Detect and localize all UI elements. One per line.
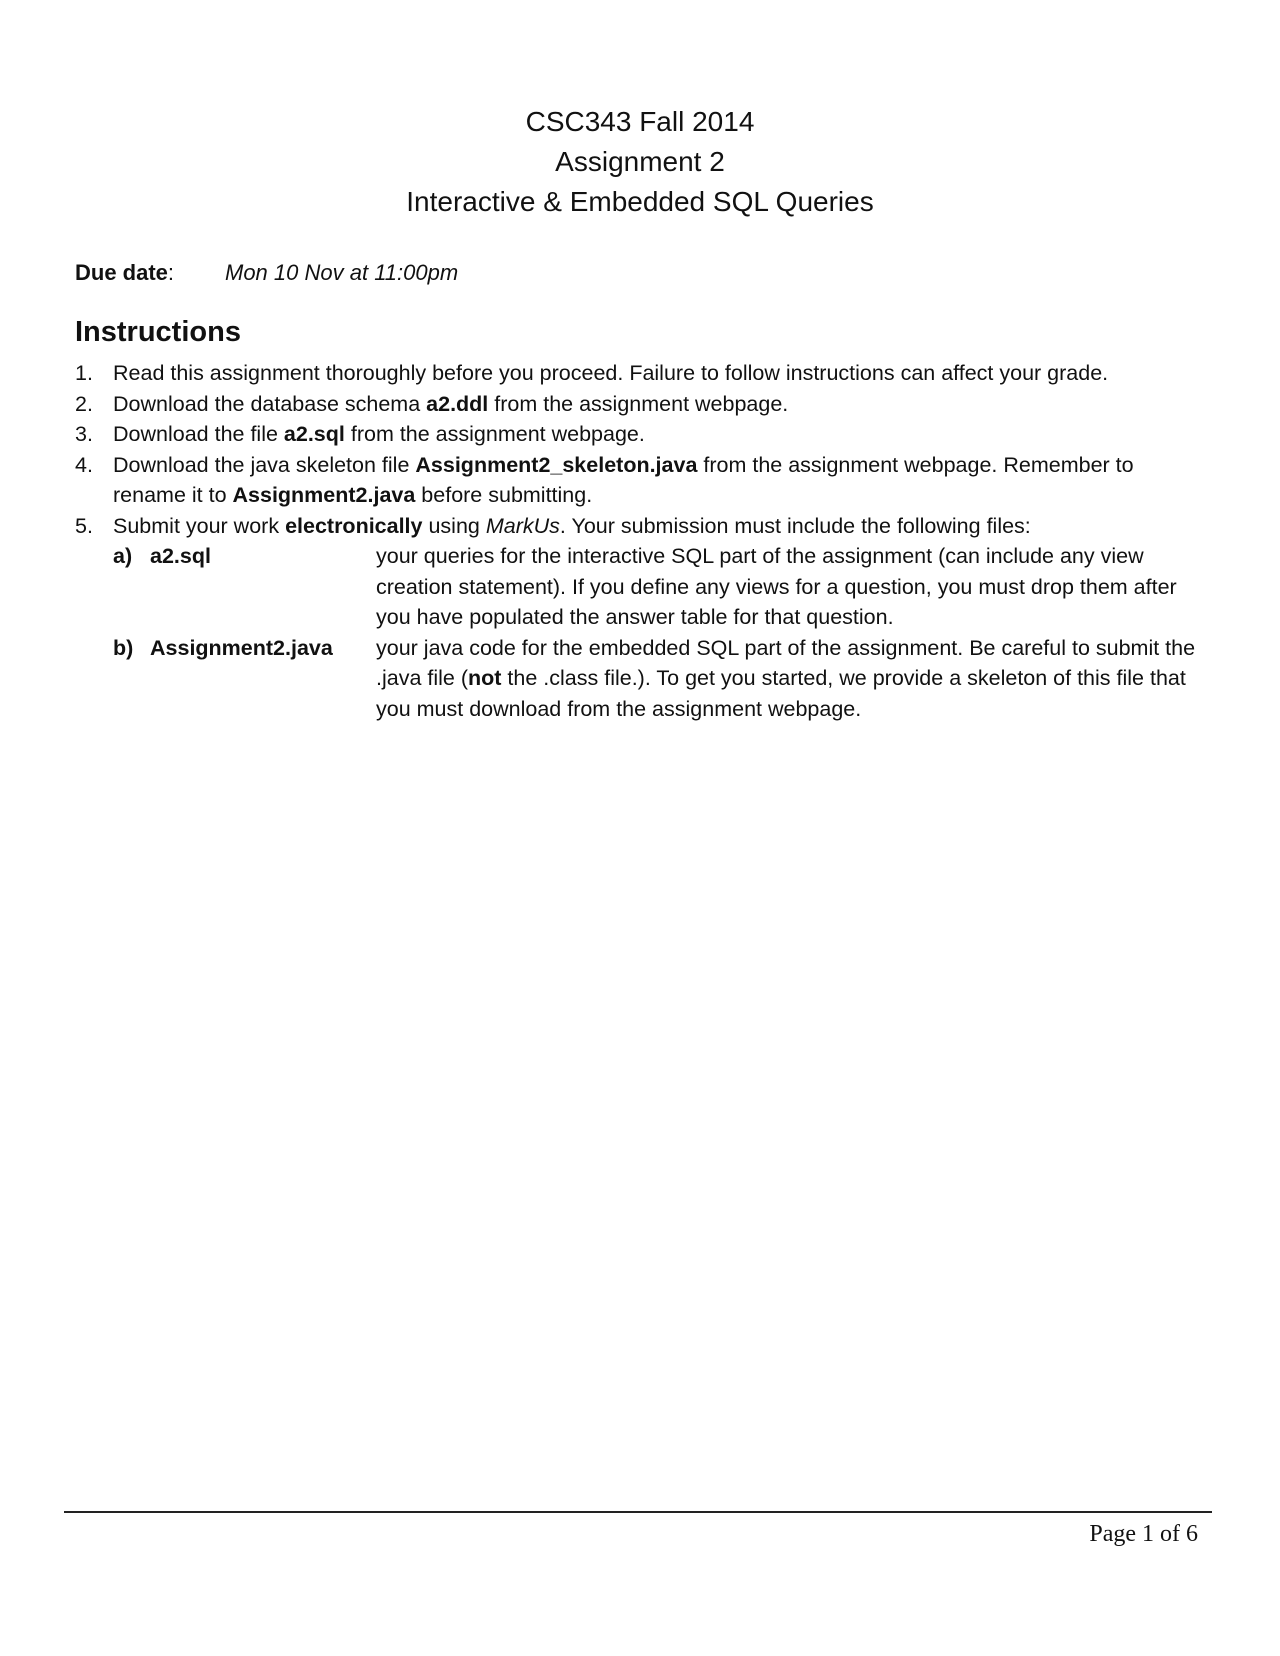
item-number: 3. bbox=[75, 422, 93, 446]
due-date-colon: : bbox=[167, 260, 175, 285]
skeleton-filename: Assignment2_skeleton.java bbox=[415, 452, 698, 477]
submission-file-b bbox=[113, 633, 1210, 725]
item-number: 2. bbox=[75, 391, 93, 416]
instruction-item-4 bbox=[75, 450, 1210, 511]
item-text-post: before submitting. bbox=[415, 483, 593, 507]
due-date-label: Due date bbox=[75, 260, 168, 285]
submission-file-label bbox=[113, 633, 333, 664]
instructions-heading: Instructions bbox=[75, 316, 241, 348]
sub-letter: b) bbox=[113, 635, 134, 660]
submission-description-post: the .class file.). To get you started, we provide a skeleton of this file that you must download from the assignment webpage. bbox=[376, 666, 1186, 721]
item-number: 1. bbox=[75, 361, 93, 385]
due-date-value: Mon 10 Nov at 11:00pm bbox=[225, 260, 459, 285]
java-filename: Assignment2.java bbox=[232, 483, 416, 507]
page-number: Page 1 of 6 bbox=[1089, 1521, 1198, 1547]
item-text: Read this assignment thoroughly before you proceed. Failure to follow instructions can affect your grade. bbox=[113, 361, 1109, 385]
document-title bbox=[0, 102, 1280, 222]
due-date-row bbox=[75, 258, 459, 288]
assignment-subtitle: Interactive & Embedded SQL Queries bbox=[406, 186, 874, 217]
item-text-pre: Download the file bbox=[113, 422, 284, 446]
instructions-list bbox=[75, 358, 1210, 724]
submission-filename: Assignment2.java bbox=[150, 635, 333, 660]
item-text-pre: Download the database schema bbox=[113, 391, 427, 416]
item-text-pre: Download the java skeleton file bbox=[113, 452, 416, 477]
item-text-post: . Your submission must include the following files: bbox=[559, 513, 1031, 538]
item-text-mid: from the assignment webpage. Remember to rename it to bbox=[113, 452, 1134, 507]
course-title: CSC343 Fall 2014 bbox=[525, 106, 755, 137]
item-text-post: from the assignment webpage. bbox=[488, 391, 789, 416]
sub-letter: a) bbox=[113, 544, 133, 568]
item-text-post: from the assignment webpage. bbox=[344, 422, 645, 446]
submission-file-label bbox=[113, 541, 211, 572]
submission-description-pre: your java code for the embedded SQL part of the assignment. Be careful to submit the .java file ( bbox=[376, 635, 1196, 690]
footer-rule bbox=[64, 1511, 1212, 1513]
ddl-filename: a2.ddl bbox=[426, 391, 489, 416]
instruction-item-1 bbox=[75, 358, 1210, 389]
item-number: 4. bbox=[75, 452, 93, 477]
electronically-emphasis: electronically bbox=[285, 513, 423, 538]
submission-file-a bbox=[113, 541, 1210, 633]
submission-filename: a2.sql bbox=[150, 544, 211, 568]
item-number: 5. bbox=[75, 513, 93, 538]
submission-description: your queries for the interactive SQL part of the assignment (can include any view creation statement). If you define any views for a question, you must drop them after you have populated the answer table for that question. bbox=[376, 544, 1177, 629]
item-text-mid: using bbox=[422, 513, 486, 538]
instruction-item-2 bbox=[75, 389, 1210, 420]
not-emphasis: not bbox=[468, 666, 502, 690]
instruction-item-3 bbox=[75, 419, 1210, 450]
instruction-item-5 bbox=[75, 511, 1210, 725]
sql-filename: a2.sql bbox=[283, 422, 345, 446]
markus-name: MarkUs bbox=[485, 513, 560, 538]
item-text-pre: Submit your work bbox=[113, 513, 286, 538]
assignment-title: Assignment 2 bbox=[555, 146, 725, 177]
